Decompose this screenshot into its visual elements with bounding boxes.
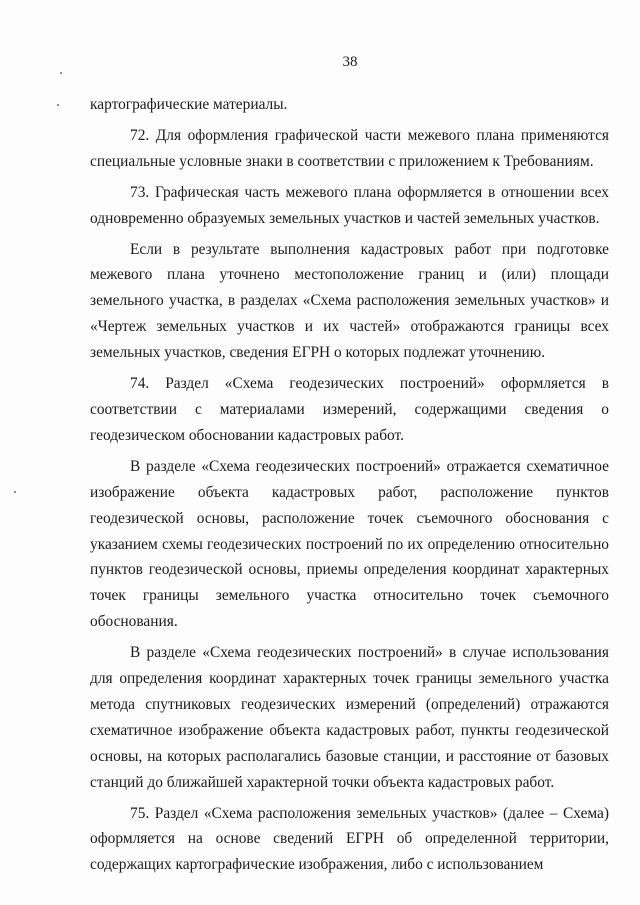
paragraph: картографические материалы.	[90, 96, 288, 113]
paragraph: 72. Для оформления графической части межевого плана применяются специальные условные знаки в соответствии с приложением к Требованиям.	[90, 126, 609, 170]
document-body	[90, 92, 609, 878]
scan-speck	[60, 72, 62, 74]
paragraph: В разделе «Схема геодезических построений» отражается схематичное изображение объекта кадастровых работ, расположение пунктов геодезической основы, расположение точек съемочного обоснования с указанием схемы геодезических построений по их определению относительно пунктов геодезической основы, приемы определения координат характерных точек границы земельного участка относительно точек съемочного обоснования.	[90, 457, 609, 631]
paragraph: В разделе «Схема геодезических построений» в случае использования для определения координат характерных точек границы земельного участка метода спутниковых геодезических измерений (определений) отражаются схематичное изображение объекта кадастровых работ, пункты геодезической основы, на которых располагались базовые станции, и расстояние от базовых станций до ближайшей характерной точки объекта кадастровых работ.	[90, 644, 609, 791]
paragraph: Если в результате выполнения кадастровых работ при подготовке межевого плана уточнено местоположение границ и (или) площади земельного участка, в разделах «Схема расположения земельных участков» и «Чертеж земельных участков и их частей» отображаются границы всех земельных участков, сведения ЕГРН о которых подлежат уточнению.	[90, 240, 609, 362]
scan-speck	[14, 491, 16, 493]
paragraph: 74. Раздел «Схема геодезических построений» оформляется в соответствии с материалами измерений, содержащими сведения о геодезическом обосновании кадастровых работ.	[90, 375, 609, 444]
page-number: 38	[342, 54, 358, 70]
paragraph: 75. Раздел «Схема расположения земельных участков» (далее – Схема) оформляется на основе сведений ЕГРН об определенной территории, содержащих картографические изображения, либо с использованием	[90, 804, 609, 874]
scan-speck	[57, 104, 59, 106]
paragraph: 73. Графическая часть межевого плана оформляется в отношении всех одновременно образуемых земельных участков и частей земельных участков.	[90, 183, 609, 227]
